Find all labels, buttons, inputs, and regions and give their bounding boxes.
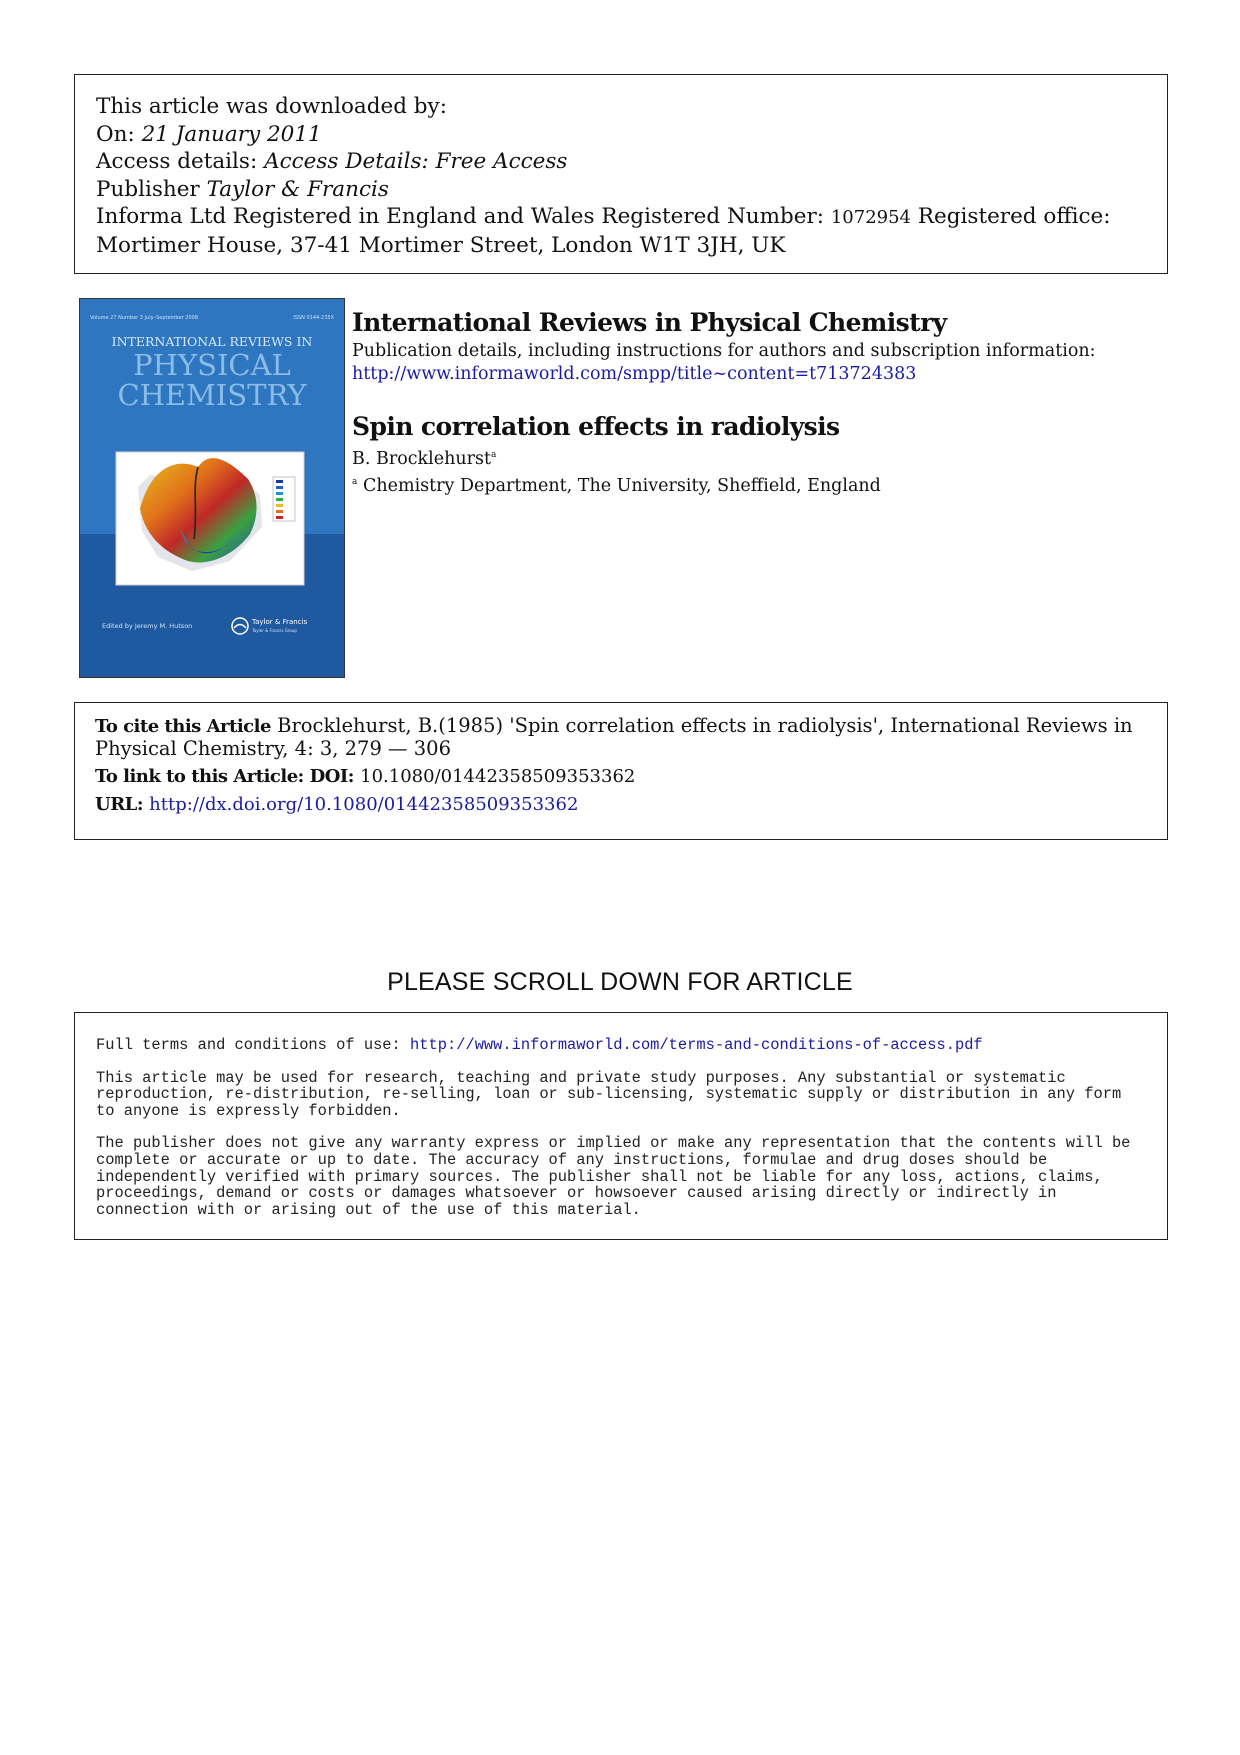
citation-box [74, 702, 1168, 840]
download-info-box [74, 74, 1168, 274]
informa-registration [96, 203, 1147, 259]
cover-issn-text: ISSN 0144-235X [293, 315, 334, 321]
publisher-line [96, 176, 1147, 204]
cover-graphic [80, 299, 344, 677]
terms-intro: Full terms and conditions of use: [96, 1036, 401, 1054]
informa-text-b: Registered office: Mortimer House, 37-41 Mortimer Street, London W1T 3JH, UK [96, 204, 1111, 258]
on-label: On: [96, 121, 135, 147]
journal-url-link[interactable]: http://www.informaworld.com/smpp/title~content=t713724383 [352, 364, 917, 384]
cite-label: To cite this Article [95, 716, 271, 737]
access-value: Access Details: Free Access [264, 149, 568, 174]
cover-editor-text: Edited by Jeremy M. Hutson [102, 622, 193, 630]
publisher-label: Publisher [96, 176, 200, 202]
registration-number: 1072954 [830, 207, 912, 228]
affiliation-line [352, 471, 1172, 498]
access-label: Access details: [96, 149, 258, 174]
informa-text-a: Informa Ltd Registered in England and Wales Registered Number: [96, 204, 824, 229]
terms-intro-line [96, 1037, 1147, 1054]
terms-url-link[interactable]: http://www.informaworld.com/terms-and-conditions-of-access.pdf [410, 1036, 983, 1054]
url-row [95, 793, 1147, 816]
terms-paragraph-2: The publisher does not give any warranty express or implied or make any representation that the contents will be complete or accurate or up to date. The accuracy of any instructions, formulae and drug doses should be independently verified with primary sources. The publisher shall not be liable for any loss, actions, claims, proceedings, demand or costs or damages whatsoever or howsoever caused arising directly or indirectly in connection with or arising out of the use of this material. [96, 1134, 1131, 1219]
cover-publisher-name: Taylor & Francis [252, 618, 308, 626]
publication-details-text: Publication details, including instructions for authors and subscription information: [352, 341, 1096, 361]
affiliation-superscript: a [352, 476, 358, 487]
download-date-line [96, 121, 1147, 149]
cite-text: Brocklehurst, B.(1985) 'Spin correlation effects in radiolysis', International Reviews in Physical Chemistry, 4: 3, 279 — 306 [95, 714, 1133, 760]
author-superscript: a [491, 450, 497, 460]
doi-row [95, 765, 1147, 788]
url-label: URL: [95, 794, 143, 815]
cover-series-text: INTERNATIONAL REVIEWS IN [111, 334, 313, 349]
downloaded-by-line: This article was downloaded by: [96, 94, 447, 119]
journal-cover-image [79, 298, 345, 678]
scroll-down-notice: PLEASE SCROLL DOWN FOR ARTICLE [387, 968, 853, 996]
cite-article-row [95, 715, 1147, 760]
publisher-value: Taylor & Francis [206, 176, 389, 202]
affiliation-text: Chemistry Department, The University, Sheffield, England [362, 475, 881, 496]
doi-url-link[interactable]: http://dx.doi.org/10.1080/01442358509353362 [149, 794, 579, 815]
author-line [352, 444, 1172, 471]
terms-paragraph-1: This article may be used for research, teaching and private study purposes. Any substantial or systematic reproduction, re-distribution, re-selling, loan or sub-licensing, systematic supply or distribution in any form to anyone is expressly forbidden. [96, 1068, 1122, 1120]
download-date: 21 January 2011 [141, 121, 322, 147]
article-title: Spin correlation effects in radiolysis [352, 412, 840, 441]
cover-title-line1: PHYSICAL [133, 348, 291, 382]
access-details-line [96, 148, 1147, 176]
cover-publisher-sub: Taylor & Francis Group [252, 628, 297, 633]
cover-title-line2: CHEMISTRY [117, 378, 307, 412]
terms-box [74, 1012, 1168, 1240]
journal-info [352, 306, 1172, 498]
journal-title: International Reviews in Physical Chemistry [352, 308, 947, 337]
doi-label: To link to this Article: DOI: [95, 766, 354, 787]
author-name: B. Brocklehurst [352, 448, 492, 469]
cover-volume-text: Volume 27 Number 3 July–September 2008 [90, 315, 199, 321]
doi-value: 10.1080/01442358509353362 [360, 766, 636, 787]
